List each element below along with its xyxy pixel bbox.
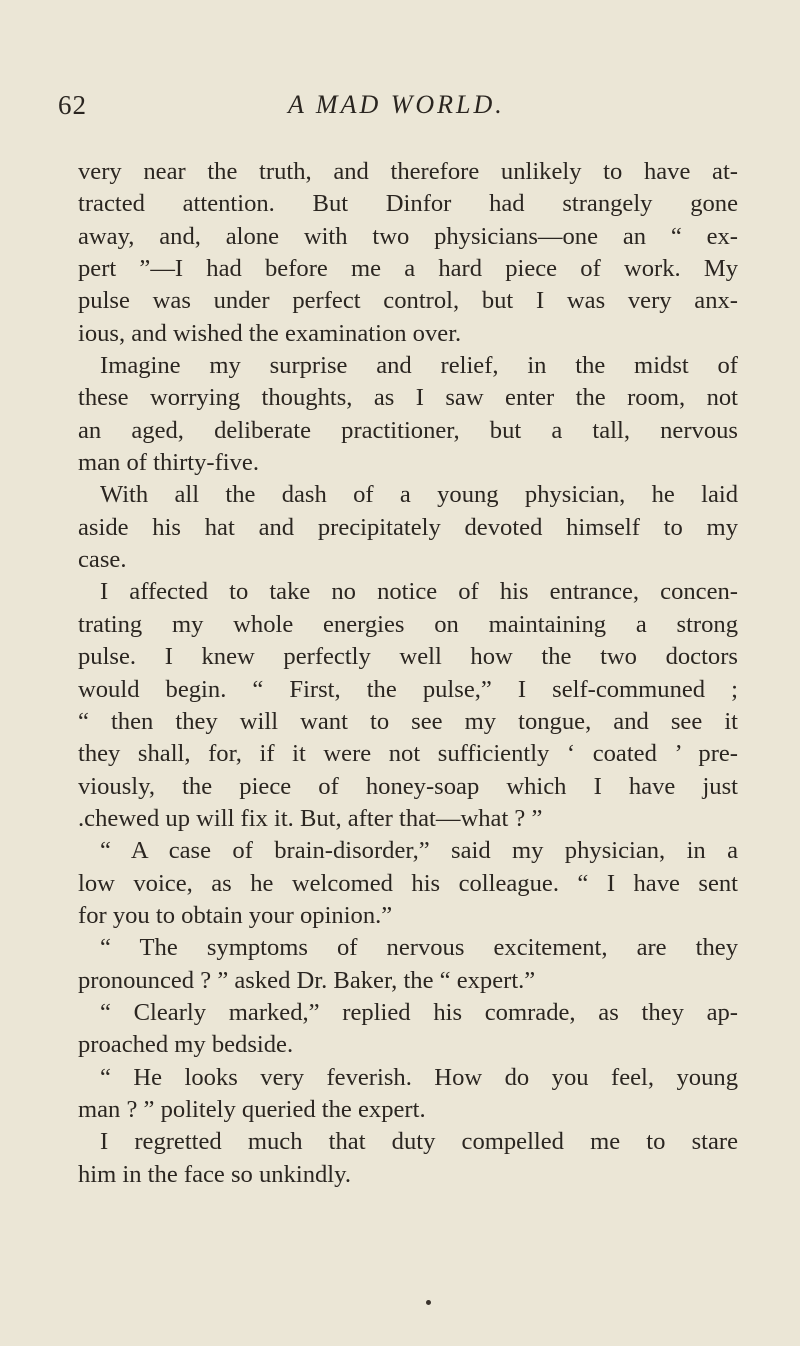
text-line: pert ”—I had before me a hard piece of work. My <box>78 255 738 283</box>
text-line: proached my bedside. <box>78 1031 294 1059</box>
text-line: trating my whole energies on maintaining a strong <box>78 610 738 638</box>
text-line: With all the dash of a young physician, he laid <box>100 481 738 509</box>
text-line: for you to obtain your opinion.” <box>78 901 393 929</box>
text-line: I regretted much that duty compelled me to stare <box>100 1128 738 1156</box>
text-line: viously, the piece of honey-soap which I have just <box>78 772 738 800</box>
text-line: low voice, as he welcomed his colleague. “ I have sent <box>78 869 738 897</box>
ink-speck <box>426 1300 431 1305</box>
text-line: tracted attention. But Dinfor had strangely gone <box>78 190 738 218</box>
text-line: they shall, for, if it were not sufficiently ‘ coated ’ pre- <box>78 740 738 768</box>
text-line: aside his hat and precipitately devoted himself to my <box>78 513 738 541</box>
text-line: away, and, alone with two physicians—one an “ ex- <box>78 222 738 250</box>
text-line: man of thirty-five. <box>78 449 259 477</box>
text-line: these worrying thoughts, as I saw enter the room, not <box>78 384 738 412</box>
text-line: an aged, deliberate practitioner, but a tall, nervous <box>78 416 738 444</box>
running-head: A MAD WORLD. <box>288 90 505 119</box>
text-line: “ Clearly marked,” replied his comrade, as they ap- <box>100 998 738 1026</box>
text-line: “ A case of brain-disorder,” said my physician, in a <box>100 837 738 865</box>
text-line: “ The symptoms of nervous excitement, are they <box>100 934 738 962</box>
text-line: pronounced ? ” asked Dr. Baker, the “ expert.” <box>78 966 536 994</box>
text-line: I affected to take no notice of his entrance, concen- <box>100 578 738 606</box>
page-header <box>58 90 778 130</box>
text-line: man ? ” politely queried the expert. <box>78 1095 426 1123</box>
text-line: ious, and wished the examination over. <box>78 319 462 347</box>
text-line: case. <box>78 546 127 574</box>
text-line: would begin. “ First, the pulse,” I self-communed ; <box>78 675 738 703</box>
text-line: pulse was under perfect control, but I was very anx- <box>78 287 738 315</box>
text-line: pulse. I knew perfectly well how the two doctors <box>78 643 738 671</box>
text-line: him in the face so unkindly. <box>78 1160 351 1188</box>
text-line: “ then they will want to see my tongue, and see it <box>78 707 738 735</box>
text-line: very near the truth, and therefore unlikely to have at- <box>78 158 738 185</box>
text-line: Imagine my surprise and relief, in the midst of <box>100 352 738 380</box>
page-number: 62 <box>58 90 87 120</box>
text-line: .chewed up will fix it. But, after that—what ? ” <box>78 804 543 832</box>
text-line: “ He looks very feverish. How do you feel, young <box>100 1063 738 1091</box>
body-text <box>78 156 738 1191</box>
